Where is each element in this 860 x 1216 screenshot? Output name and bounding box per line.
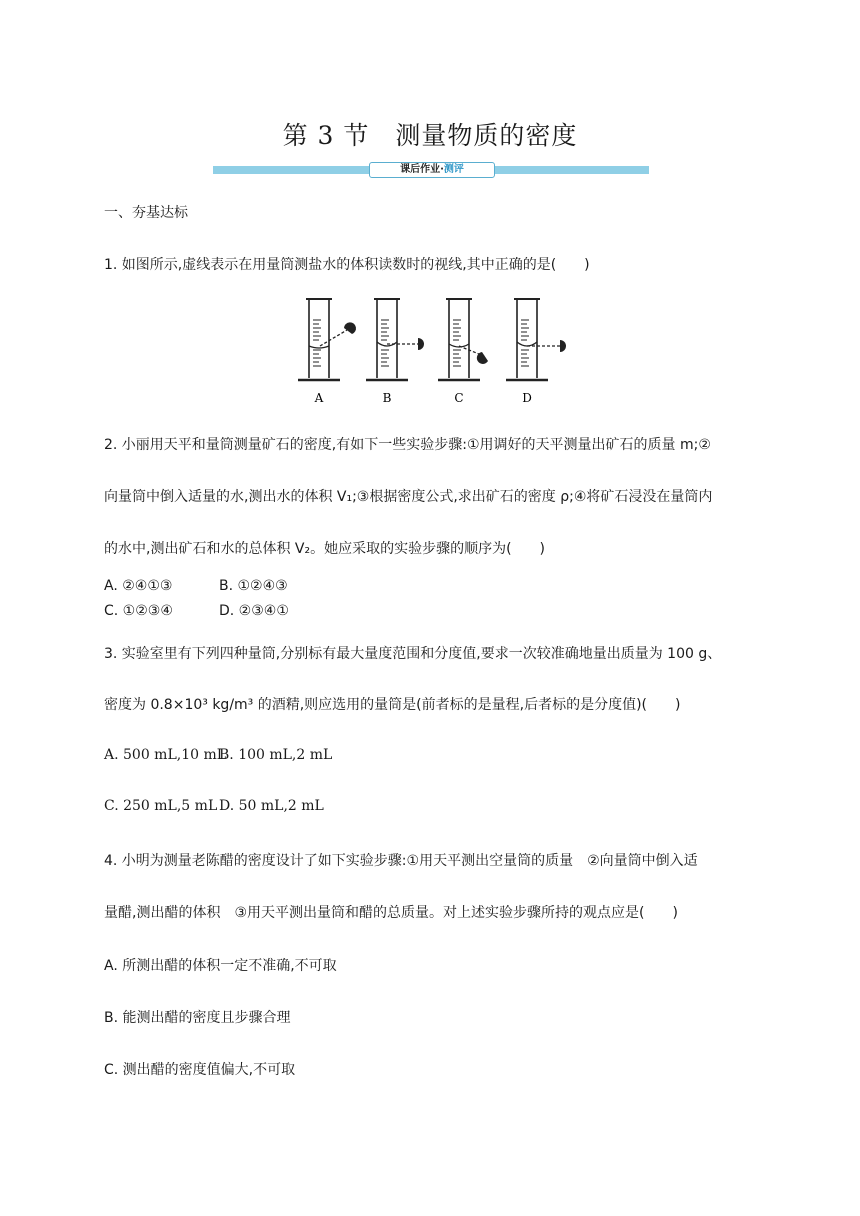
cylinder-b <box>366 298 424 380</box>
banner-label: 课后作业· <box>400 164 444 175</box>
section-banner <box>213 162 649 178</box>
question-3-line-2: 密度为 0.8×10³ kg/m³ 的酒精,则应选用的量筒是(前者标的是量程,后者标的是分度值)( ) <box>104 697 681 713</box>
question-2-option-c: C. ①②③④ <box>104 603 173 619</box>
page-title: 第 3 节 测量物质的密度 <box>282 121 578 150</box>
question-3-option-a: A. 500 mL,10 mL <box>104 747 227 763</box>
question-2-line-2: 向量筒中倒入适量的水,测出水的体积 V₁;③根据密度公式,求出矿石的密度 ρ;④将矿石浸没在量筒内 <box>104 489 713 505</box>
question-4-option-c: C. 测出醋的密度值偏大,不可取 <box>104 1062 296 1078</box>
question-4-option-a: A. 所测出醋的体积一定不准确,不可取 <box>104 958 337 974</box>
figure-label-b: B <box>382 391 392 405</box>
cylinder-reading-figure <box>292 292 572 406</box>
question-3-option-d: D. 50 mL,2 mL <box>219 798 324 814</box>
banner-label-accent: 测评 <box>443 164 464 175</box>
question-2-line-3: 的水中,测出矿石和水的总体积 V₂。她应采取的实验步骤的顺序为( ) <box>104 541 546 557</box>
section-heading: 一、夯基达标 <box>104 205 188 221</box>
question-2-option-a: A. ②④①③ <box>104 578 173 594</box>
question-4-option-b: B. 能测出醋的密度且步骤合理 <box>104 1010 291 1026</box>
figure-label-d: D <box>522 391 532 405</box>
question-2-option-b: B. ①②④③ <box>219 578 288 594</box>
figure-label-c: C <box>454 391 464 405</box>
question-3-option-b: B. 100 mL,2 mL <box>219 747 333 763</box>
cylinder-a <box>298 298 356 380</box>
question-3-option-c: C. 250 mL,5 mL <box>104 798 218 814</box>
banner-bar-left <box>213 166 369 174</box>
question-2-line-1: 2. 小丽用天平和量筒测量矿石的密度,有如下一些实验步骤:①用调好的天平测量出矿石的质量 m;② <box>104 437 711 453</box>
banner-badge <box>369 162 495 178</box>
question-2-option-d: D. ②③④① <box>219 603 289 619</box>
figure-label-a: A <box>314 391 324 405</box>
question-3-line-1: 3. 实验室里有下列四种量筒,分别标有最大量度范围和分度值,要求一次较准确地量出质量为 100 g、 <box>104 646 722 662</box>
question-4-line-1: 4. 小明为测量老陈醋的密度设计了如下实验步骤:①用天平测出空量筒的质量 ②向量筒中倒入适 <box>104 853 698 869</box>
banner-bar-right <box>495 166 649 174</box>
cylinder-d <box>506 298 566 380</box>
question-1-stem: 1. 如图所示,虚线表示在用量筒测盐水的体积读数时的视线,其中正确的是( ) <box>104 257 590 273</box>
question-4-line-2: 量醋,测出醋的体积 ③用天平测出量筒和醋的总质量。对上述实验步骤所持的观点应是( ) <box>104 905 678 921</box>
cylinder-c <box>438 298 488 380</box>
